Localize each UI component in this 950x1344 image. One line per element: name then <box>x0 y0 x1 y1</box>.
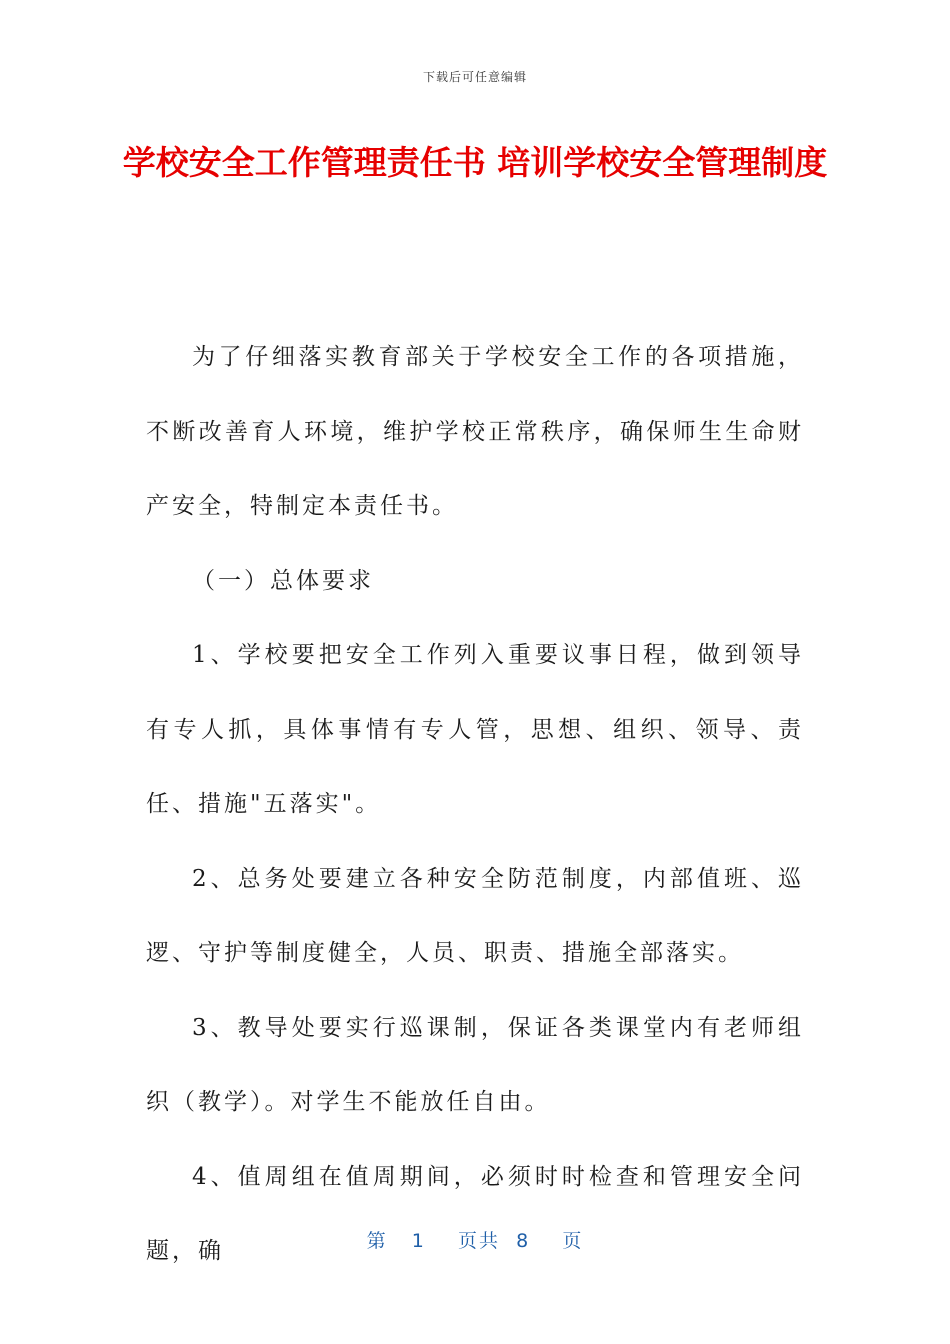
page-footer <box>0 1226 950 1253</box>
paragraph-item-4: 4、值周组在值周期间，必须时时检查和管理安全问题，确 <box>146 1163 804 1264</box>
page-suffix: 页 <box>562 1230 584 1252</box>
paragraph-intro: 为了仔细落实教育部关于学校安全工作的各项措施，不断改善育人环境，维护学校正常秩序，确保师生生命财产安全，特制定本责任书。 <box>146 344 804 519</box>
paragraph-item-3: 3、教导处要实行巡课制，保证各类课堂内有老师组织（教学）。对学生不能放任自由。 <box>146 1014 804 1115</box>
section-heading: （一）总体要求 <box>192 567 374 594</box>
header-note: 下载后可任意编辑 <box>422 70 527 84</box>
page-total: 8 <box>516 1230 531 1252</box>
paragraph-item-1: 1、学校要把安全工作列入重要议事日程，做到领导有专人抓，具体事情有专人管，思想、组织、领导、责任、措施"五落实"。 <box>146 642 804 817</box>
document-body <box>146 320 804 1289</box>
page-number: 1 <box>411 1230 426 1252</box>
page-middle: 页共 <box>458 1230 501 1252</box>
page-prefix: 第 <box>366 1230 388 1252</box>
document-title: 学校安全工作管理责任书 培训学校安全管理制度 <box>122 143 828 182</box>
paragraph-item-2: 2、总务处要建立各种安全防范制度，内部值班、巡逻、守护等制度健全，人员、职责、措施全部落实。 <box>146 865 804 966</box>
